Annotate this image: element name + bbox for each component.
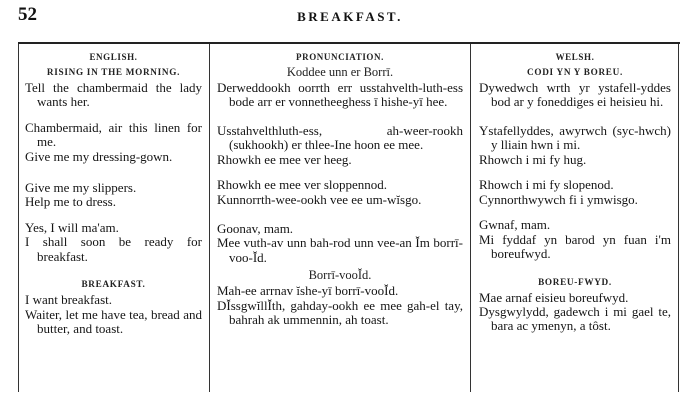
phrase-english: Give me my dressing-gown. xyxy=(25,149,173,164)
table-border-left xyxy=(18,44,19,392)
phrase-pronunciation: Rhowkh ee mee ver sloppennod. xyxy=(217,177,388,193)
phrase-pronunciation: Mee vuth-av unn bah-rod unn vee-an Ĭm borrī-voo-Ĭd. xyxy=(217,235,463,265)
column-header-pronunciation: PRONUNCIATION. xyxy=(296,52,384,62)
phrase-pronunciation: Goonav, mam. xyxy=(217,220,294,236)
phrase-english: Chambermaid, air this linen for me. xyxy=(25,120,202,150)
phrase-english: Tell the chambermaid the lady wants her. xyxy=(25,80,202,110)
phrase-english: I want breakfast. xyxy=(25,292,112,308)
phrase-pronunciation: DĬssgwĭllĬth, gahday-ookh ee mee gah-el tay, bahrah ak ummennin, ah toast. xyxy=(217,297,463,327)
phrase-pronunciation: Kunnorrth-wee-ookh vee ee um-wĭsgo. xyxy=(217,191,422,207)
section-heading: BOREU-FWYD. xyxy=(538,276,612,287)
column-divider xyxy=(209,44,210,392)
page-number: 52 xyxy=(18,4,37,25)
phrase-welsh: Dywedwch wrth yr ystafell-yddes bod ar y foneddiges ei heisieu hi. xyxy=(479,80,671,110)
phrase-welsh: Rhowch i mi fy slopenod. xyxy=(479,177,614,193)
phrase-welsh: Mae arnaf eisieu boreufwyd. xyxy=(479,289,629,305)
phrase-welsh: Cynnorthwywch fi i ymwisgo. xyxy=(479,191,638,207)
phrase-welsh: Gwnaf, mam. xyxy=(479,217,551,233)
phrase-pronunciation: Mah-ee arrnav ĭshe-yī borrī-vooĬd. xyxy=(217,283,399,299)
phrase-table xyxy=(18,42,680,392)
running-head: BREAKFAST. xyxy=(297,9,403,24)
section-heading: Borrī-vooĬd. xyxy=(308,268,372,283)
phrase-pronunciation: Rhowkh ee mee ver heeg. xyxy=(217,152,352,167)
column-header-welsh: WELSH. xyxy=(555,52,595,62)
section-heading: Koddee unn er Borrī. xyxy=(286,65,394,79)
welsh-column xyxy=(479,44,671,334)
column-header-english: ENGLISH. xyxy=(89,52,138,62)
pronunciation-column xyxy=(217,44,463,327)
section-heading: RISING IN THE MORNING. xyxy=(46,67,181,77)
section-heading: CODI YN Y BOREU. xyxy=(527,67,623,77)
table-border-right xyxy=(678,44,679,392)
phrase-english: Help me to dress. xyxy=(25,194,116,210)
phrase-welsh: Rhowch i mi fy hug. xyxy=(479,152,587,167)
column-divider xyxy=(470,44,471,392)
phrase-welsh: Ystafellyddes, awyrwch (syc-hwch) y lliain hwn i mi. xyxy=(479,123,671,153)
phrase-welsh: Dysgwylydd, gadewch i mi gael te, bara ac ymenyn, a tôst. xyxy=(479,303,671,334)
english-column xyxy=(25,44,202,336)
phrase-pronunciation: Usstahvelthluth-ess, ah-weer-rookh (sukhookh) er thlee-Ine hoon ee mee. xyxy=(217,123,463,153)
phrase-welsh: Mi fyddaf yn barod yn fuan i'm boreufwyd. xyxy=(479,231,671,261)
phrase-pronunciation: Derweddookh oorrth err usstahvelth-luth-ess bode arr er vonnetheeghess ī hishe-yī hee. xyxy=(217,80,463,110)
phrase-english: Yes, I will ma'am. xyxy=(25,219,119,235)
phrase-english: Waiter, let me have tea, bread and butter, and toast. xyxy=(25,306,202,336)
section-heading: BREAKFAST. xyxy=(81,279,146,290)
phrase-english: Give me my slippers. xyxy=(25,180,137,195)
phrase-english: I shall soon be ready for breakfast. xyxy=(25,234,202,264)
